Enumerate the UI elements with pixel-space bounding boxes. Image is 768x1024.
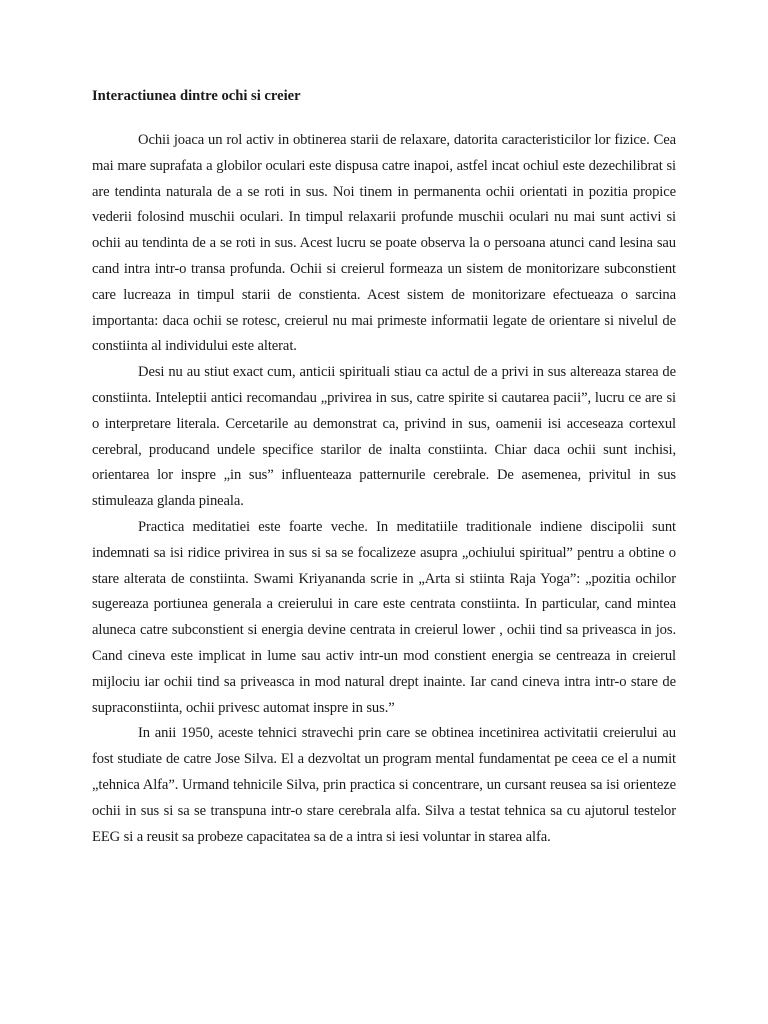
paragraph-1: Ochii joaca un rol activ in obtinerea starii de relaxare, datorita caracteristicilor lor fizice. Cea mai mare suprafata a globilor oculari este dispusa catre inapoi, astfel incat ochiul este dezechilibrat si are tendinta naturala de a se roti in sus. Noi tinem in permanenta ochii orientati in pozitia propice vederii folosind muschii oculari. In timpul relaxarii profunde muschii oculari nu mai sunt activi si ochii au tendinta de a se roti in sus. Acest lucru se poate observa la o persoana atunci cand lesina sau cand intra intr-o transa profunda. Ochii si creierul formeaza un sistem de monitorizare subconstient care lucreaza in timpul starii de constienta. Acest sistem de monitorizare efectueaza o sarcina importanta: daca ochii se rotesc, creierul nu mai primeste informatii legate de orientare si nivelul de constiinta al individului este alterat. (92, 132, 676, 355)
document-title: Interactiunea dintre ochi si creier (92, 88, 301, 104)
paragraph-4: In anii 1950, aceste tehnici stravechi prin care se obtinea incetinirea activitatii creierului au fost studiate de catre Jose Silva. El a dezvoltat un program mental fundamentat pe ceea ce el a numit „tehnica Alfa”. Urmand tehnicile Silva, prin practica si concentrare, un cursant reusea sa isi orienteze ochii in sus si sa se transpuna intr-o stare cerebrala alfa. Silva a testat tehnica sa cu ajutorul testelor EEG si a reusit sa probeze capacitatea sa de a intra si iesi voluntar in starea alfa. (92, 725, 676, 845)
paragraph-3: Practica meditatiei este foarte veche. In meditatiile traditionale indiene discipolii sunt indemnati sa isi ridice privirea in sus si sa se focalizeze asupra „ochiului spiritual” pentru a obtine o stare alterata de constiinta. Swami Kriyananda scrie in „Arta si stiinta Raja Yoga”: „pozitia ochilor sugereaza portiunea generala a creierului in care este centrata constiinta. In particular, cand mintea aluneca catre subconstient si energia devine centrata in creierul lower , ochii tind sa priveasca in jos. Cand cineva este implicat in lume sau activ intr-un mod constient energia se centreaza in creierul mijlociu iar ochii tind sa priveasca in mod natural drept inainte. Iar cand cineva intra intr-o stare de supraconstiinta, ochii privesc automat inspre in sus.” (92, 518, 676, 716)
document-page (92, 86, 676, 850)
paragraph-2: Desi nu au stiut exact cum, anticii spirituali stiau ca actul de a privi in sus altereaza starea de constiinta. Inteleptii antici recomandau „privirea in sus, catre spirite si cautarea pacii”, lucru ce are si o interpretare literala. Cercetarile au demonstrat ca, privind in sus, oamenii isi acceseaza cortexul cerebral, producand undele specifice starilor de inalta constiinta. Chiar daca ochii sunt inchisi, orientarea lor inspre „in sus” influenteaza patternurile cerebrale. De asemenea, privitul in sus stimuleaza glanda pineala. (92, 364, 676, 510)
